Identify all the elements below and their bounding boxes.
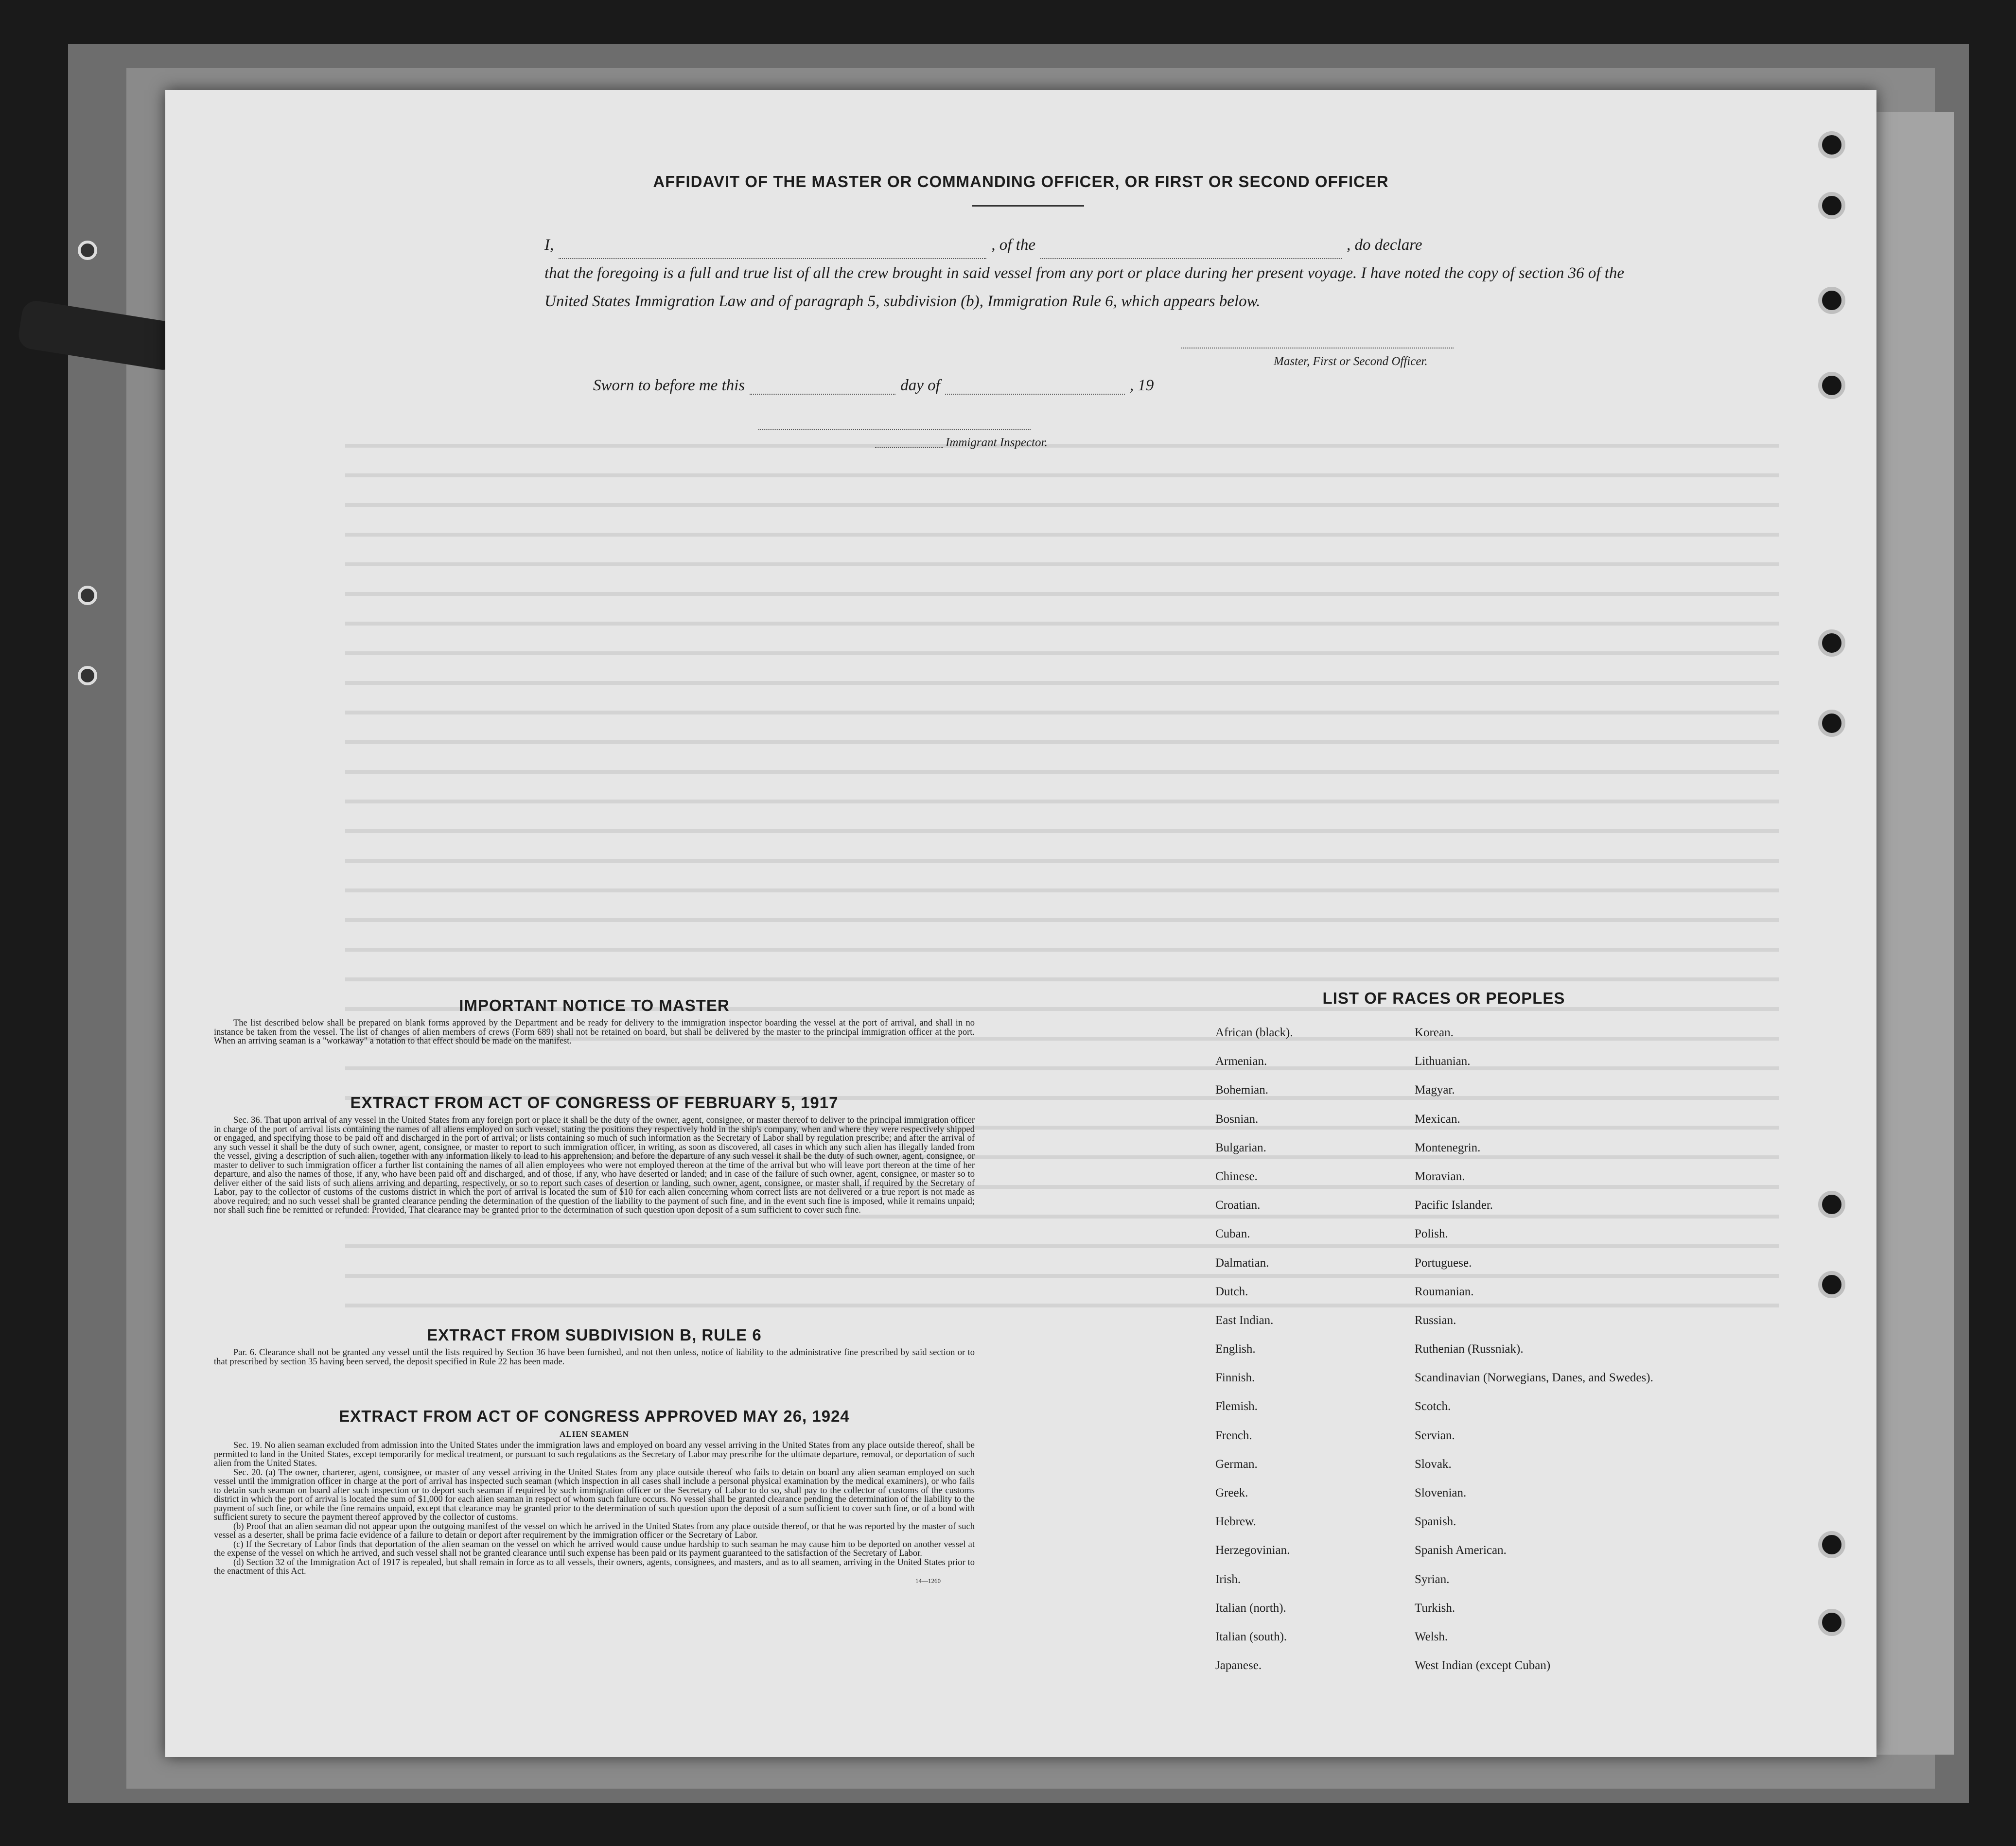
month-blank xyxy=(945,377,1125,395)
declaration-start: I, xyxy=(544,236,554,254)
punch-hole xyxy=(1818,372,1845,399)
races-list xyxy=(1215,989,1750,1688)
binding-rivet xyxy=(78,241,97,260)
race-item: French. xyxy=(1215,1428,1252,1442)
race-item: Spanish American. xyxy=(1415,1544,1507,1557)
extract-rule6-section xyxy=(214,1326,975,1366)
race-item: Servian. xyxy=(1415,1428,1455,1442)
extract-rule6-title: EXTRACT FROM SUBDIVISION B, RULE 6 xyxy=(427,1326,762,1344)
race-item: Japanese. xyxy=(1215,1659,1262,1672)
race-item: Croatian. xyxy=(1215,1199,1261,1212)
race-item: Herzegovinian. xyxy=(1215,1544,1290,1557)
race-item: Polish. xyxy=(1415,1227,1448,1241)
race-item: Chinese. xyxy=(1215,1169,1258,1183)
race-item: Flemish. xyxy=(1215,1400,1258,1413)
binding-rivet xyxy=(78,666,97,685)
race-item: African (black). xyxy=(1215,1026,1293,1039)
day-of-label: day of xyxy=(900,377,940,394)
sec-20a-text: Sec. 20. (a) The owner, charterer, agent, consignee, or master of any vessel arriving in the United States from any place outside thereof who fails to detain on board any alien seaman employed on such vessel until the immigration officer in charge at the port of arrival has inspected such seaman (which inspection in all cases shall include a personal physical examination by the medical examiners), or who fails to detain such seaman on board after such inspection or to deport such seaman if required by such immigration officer or the Secretary of Labor to do so, shall pay to the collector of customs of the customs district in which the port of arrival is located the sum of $1,000 for each alien seaman in respect of whom such failure occurs. No vessel shall be granted clearance pending the determination of the liability to the payment of such fine, or while the fine remains unpaid, except that clearance may be granted prior to the determination of such question upon the deposit of a sum sufficient to cover such fine, or of a bond with sufficient surety to secure the payment thereof approved by the collector of customs. xyxy=(214,1467,975,1522)
race-item: Magyar. xyxy=(1415,1083,1455,1097)
race-item: Scandinavian (Norwegians, Danes, and Swedes). xyxy=(1415,1371,1653,1385)
punch-hole xyxy=(1818,287,1845,314)
inspector-signature-line xyxy=(758,429,1031,430)
sec-20b-text: (b) Proof that an alien seaman did not appear upon the outgoing manifest of the vessel on which he arrived in the United States from any place outside thereof, or that he was reported by the master of such vessel as a deserter, shall be prima facie evidence of a failure to detain or deport after requirement by the immigration officer or the Secretary of Labor. xyxy=(214,1521,975,1540)
race-item: Dutch. xyxy=(1215,1285,1248,1298)
races-title: LIST OF RACES OR PEOPLES xyxy=(1322,989,1565,1007)
race-item: Ruthenian (Russniak). xyxy=(1415,1342,1524,1356)
extract-1924-section xyxy=(214,1407,975,1585)
race-item: Spanish. xyxy=(1415,1515,1456,1529)
punch-hole xyxy=(1818,192,1845,219)
race-item: Slovenian. xyxy=(1415,1486,1467,1499)
extract-rule6-text: Par. 6. Clearance shall not be granted any vessel until the lists required by Section 36 have been furnished, and not then unless, notice of liability to the administrative fine prescribed by said section or to that prescribed by section 35 having been served, the deposit specified in Rule 22 has been made. xyxy=(214,1348,975,1367)
officer-name-blank xyxy=(559,242,986,259)
do-declare-label: , do declare xyxy=(1346,236,1422,254)
race-item: Roumanian. xyxy=(1415,1285,1474,1298)
race-item: Russian. xyxy=(1415,1313,1456,1327)
race-item: Turkish. xyxy=(1415,1601,1455,1615)
race-item: English. xyxy=(1215,1342,1256,1356)
extract-1917-text: Sec. 36. That upon arrival of any vessel in the United States from any foreign port or place it shall be the duty of the owner, agent, consignee, or master thereof to deliver to the principal immigration officer in charge of the port of arrival lists containing the names of all aliens employed on such vessel, stating the positions they respectively hold in the ship's company, when and where they were respectively shipped or engaged, and specifying those to be paid off and discharged in the port of arrival; or lists containing so much of such information as the Secretary of Labor shall by regulation prescribe; and after the arrival of any such vessel it shall be the duty of such owner, agent, consignee, or master to report to such immigration officer, in writing, as soon as discovered, all cases in which any such alien has illegally landed from the vessel, giving a description of such alien, together with any information likely to lead to his apprehension; and before the departure of any such vessel it shall be the duty of such owner, agent, consignee, or master to deliver to such immigration officer a further list containing the names of all alien employees who were not employed thereon at the time of the arrival but who will leave port thereon at the time of her departure, and also the names of those, if any, who have been paid off and discharged, and of those, if any, who have deserted or landed; and in case of the failure of such owner, agent, consignee, or master so to deliver either of the said lists of such aliens arriving and departing, respectively, or so to report such cases of desertion or landing, such owner, agent, consignee, or master shall, if required by the Secretary of Labor, pay to the collector of customs of the customs district in which the port of arrival is located the sum of $10 for each alien concerning whom correct lists are not delivered or a true report is not made as above required; and no such vessel shall be granted clearance pending the determination of the question of the liability to the payment of such fine, and in the event such fine is imposed, while it remains unpaid; nor shall such fine be remitted or refunded: Provided, That clearance may be granted prior to the determination of such question upon deposit of a sum sufficient to cover such fine. xyxy=(214,1115,975,1215)
extract-1917-section xyxy=(214,1094,975,1215)
year-label: , 19 xyxy=(1129,377,1154,394)
race-item: Mexican. xyxy=(1415,1112,1460,1126)
notice-title: IMPORTANT NOTICE TO MASTER xyxy=(459,996,730,1014)
declaration xyxy=(544,231,1663,315)
punch-hole xyxy=(1818,1191,1845,1218)
notice-text: The list described below shall be prepared on blank forms approved by the Department and be ready for delivery to the immigration inspector boarding the vessel at the port of arrival, and shall in no instance be taken from the vessel. The list of changes of alien members of crews (Form 689) shall not be retained on board, but shall be delivered by the master to the principal immigration officer at the port. When an arriving seaman is a "workaway" a notation to that effect should be made on the manifest. xyxy=(214,1018,975,1046)
race-item: East Indian. xyxy=(1215,1313,1274,1327)
punch-hole xyxy=(1818,710,1845,737)
inspector-label: Immigrant Inspector. xyxy=(946,436,1048,449)
race-item: Hebrew. xyxy=(1215,1515,1256,1529)
race-item: Bohemian. xyxy=(1215,1083,1269,1097)
race-item: Scotch. xyxy=(1415,1400,1451,1413)
race-item: Lithuanian. xyxy=(1415,1055,1471,1068)
race-item: Moravian. xyxy=(1415,1169,1465,1183)
inspector-signature-line xyxy=(875,447,943,448)
sworn-label: Sworn to before me this xyxy=(593,377,745,394)
of-the-label: , of the xyxy=(991,236,1035,254)
sec-20d-text: (d) Section 32 of the Immigration Act of 1917 is repealed, but shall remain in force as to all vessels, their owners, agents, consignees, and masters, and as to all seamen, arriving in the United States prior to the enactment of this Act. xyxy=(214,1557,975,1576)
race-item: West Indian (except Cuban) xyxy=(1415,1659,1551,1672)
sworn-line xyxy=(593,377,1154,395)
punch-hole xyxy=(1818,629,1845,657)
race-item: Bulgarian. xyxy=(1215,1141,1266,1154)
punch-hole xyxy=(1818,1531,1845,1558)
punch-hole xyxy=(1818,1609,1845,1636)
alien-seamen-subtitle: ALIEN SEAMEN xyxy=(560,1429,629,1439)
title-rule xyxy=(972,205,1084,207)
race-item: Pacific Islander. xyxy=(1415,1199,1493,1212)
race-item: Armenian. xyxy=(1215,1055,1267,1068)
punch-hole xyxy=(1818,1271,1845,1298)
race-item: Montenegrin. xyxy=(1415,1141,1481,1154)
races-grid xyxy=(1215,1026,1750,1688)
declaration-body: that the foregoing is a full and true list of all the crew brought in said vessel from any port or place during her present voyage. I have noted the copy of section 36 of the United States Immigration Law and of paragraph 5, subdivision (b), Immigration Rule 6, which appears below. xyxy=(544,264,1625,310)
sec-19-text: Sec. 19. No alien seaman excluded from admission into the United States under the immigration laws and employed on board any vessel arriving in the United States from any place outside thereof, shall be permitted to land in the United States, except temporarily for medical treatment, or pursuant to such regulations as the Secretary of Labor may prescribe for the ultimate departure, removal, or deportation of such alien from the United States. xyxy=(214,1441,975,1468)
binding-rivet xyxy=(78,586,97,605)
race-item: Irish. xyxy=(1215,1572,1241,1586)
extract-1924-title: EXTRACT FROM ACT OF CONGRESS APPROVED MAY 26, 1924 xyxy=(339,1407,850,1425)
vessel-name-blank xyxy=(1040,242,1342,259)
sec-20c-text: (c) If the Secretary of Labor finds that deportation of the alien seaman on the vessel on which he arrived would cause undue hardship to such seaman he may cause him to be deported on another vessel at the expense of the vessel on which he arrived, and such vessel shall not be granted clearance until such expense has been paid or its payment guaranteed to the satisfaction of the Secretary of Labor. xyxy=(214,1539,975,1558)
day-blank xyxy=(750,377,895,395)
race-item: Slovak. xyxy=(1415,1457,1452,1471)
race-item: Italian (north). xyxy=(1215,1601,1286,1615)
form-number: 14—1260 xyxy=(915,1577,941,1585)
punch-hole xyxy=(1818,131,1845,158)
master-signature-label: Master, First or Second Officer. xyxy=(1274,355,1428,368)
race-item: Bosnian. xyxy=(1215,1112,1259,1126)
document-page xyxy=(165,90,1876,1757)
race-item: Italian (south). xyxy=(1215,1630,1287,1643)
race-item: Greek. xyxy=(1215,1486,1248,1499)
race-item: Korean. xyxy=(1415,1026,1454,1039)
race-item: Finnish. xyxy=(1215,1371,1255,1385)
race-item: Cuban. xyxy=(1215,1227,1250,1241)
race-item: Dalmatian. xyxy=(1215,1256,1269,1270)
extract-1917-title: EXTRACT FROM ACT OF CONGRESS OF FEBRUARY 5, 1917 xyxy=(350,1094,839,1112)
affidavit-title: AFFIDAVIT OF THE MASTER OR COMMANDING OFFICER, OR FIRST OR SECOND OFFICER xyxy=(653,173,1389,191)
race-item: Welsh. xyxy=(1415,1630,1448,1643)
notice-section xyxy=(214,996,975,1046)
race-item: Syrian. xyxy=(1415,1572,1450,1586)
race-item: German. xyxy=(1215,1457,1258,1471)
race-item: Portuguese. xyxy=(1415,1256,1472,1270)
